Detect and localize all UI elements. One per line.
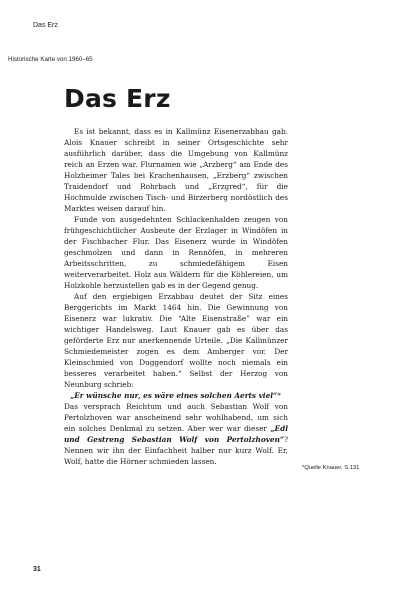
- paragraph-4-part-2: ? Nennen wir ihn der Einfachheit halber nur kurz Wolf. Er, Wolf, hatte die Hörner schmieden lassen.: [64, 435, 288, 466]
- paragraph-1: Es ist bekannt, dass es in Kallmünz Eisenerzabbau gab. Alois Knauer schreibt in seiner Ortsgeschichte sehr ausführlich darüber, dass die Umgebung von Kallmünz reich an Erzen war. Flurnamen wie „Arzberg“ am Ende des Holzheimer Tales bei Krachenhausen, „Erzberg“ zwischen Traidendorf und Rohrbach und „Erzgred“, für die Hochmulde zwischen Tisch- und Birzerberg nordöstlich des Marktes weisen darauf hin.: [64, 127, 288, 213]
- paragraph-4: [64, 401, 288, 467]
- quote: „Er wünsche nur, es wäre eines solchen Aerts viel“: [70, 391, 278, 400]
- figure-caption: Historische Karte von 1960–65: [8, 56, 93, 63]
- footnote: *Quelle Knauer, S.131: [302, 465, 360, 471]
- quote-line: [64, 390, 288, 401]
- paragraph-2: Funde von ausgedehnten Schlackenhalden zeugen von frühgeschichtlicher Ausbeute der Erzlager in Windöfen in der Fischbacher Flur. Das Eisenerz wurde in Windöfen geschmolzen und dann in Rennöfen, in mehreren Arbeitsschritten, zu schmiedefähigem Eisen weiterverarbeitet. Holz aus Wäldern für die Köhlereien, um Holzkohle herzustellen gab es in der Gegend genug.: [64, 215, 288, 290]
- page-number: 31: [33, 566, 41, 573]
- paragraph-3: Auf den ergiebigen Erzabbau deutet der Sitz eines Berggerichts im Markt 1464 hin. Die Gewinnung von Eisenerz war lukrativ. Die “Alte Eisenstraße” war ein wichtiger Handelsweg. Laut Knauer gab es über das geförderte Erz nur anerkennende Urteile. „Die Kallmünzer Schmiedemeister zogen es dem Amberger vor. Der Kleinschmied von Duggendorf wollte noch niemals ein besseres verarbeitet haben.“ Selbst der Herzog von Neunburg schrieb:: [64, 292, 288, 389]
- article-body: [64, 126, 288, 467]
- inline-quote: „Edl und Gestreng Sebastian Wolf von Pertolzhoven“: [64, 424, 288, 444]
- article-title: Das Erz: [64, 84, 171, 113]
- running-head: Das Erz: [33, 22, 58, 29]
- paragraph-4-part-1: Das versprach Reichtum und auch Sebastian Wolf von Pertolzhoven war anscheinend sehr wohlhabend, um sich ein solches Denkmal zu setzen. Aber wer war dieser: [64, 402, 288, 433]
- footnote-marker: *: [277, 391, 281, 400]
